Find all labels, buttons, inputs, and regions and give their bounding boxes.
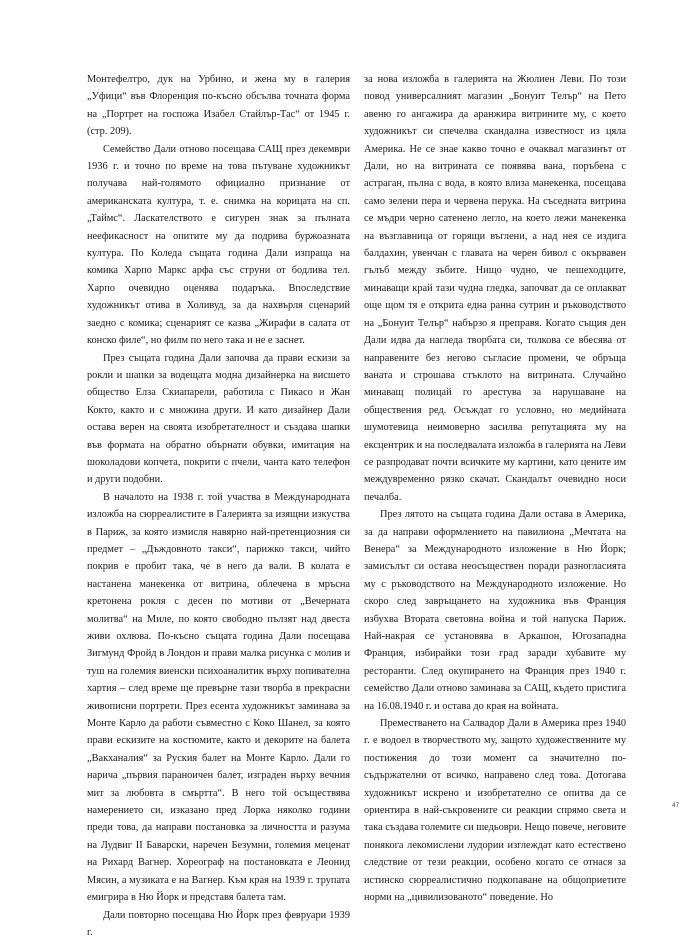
page-number: 47 [672, 802, 679, 809]
right-text-column [364, 71, 626, 907]
paragraph: През същата година Дали започва да прави ескизи за рокли и шапки за водещата модна дизайнерка на висшето общество Елза Скиапарели, работила с Пикасо и Жан Кокто, както и с множина други. И като дизайнер Дали остава верен на своята изобретателност и създава шапки във формата на обратно обърнати обувки, имитация на шоколадови копчета, покрити с пчели, чанта като телефон и други подобни. [87, 350, 350, 489]
paragraph: за нова изложба в галерията на Жюлиен Леви. По този повод универсалният магазин „Бонуит Телър“ на Пето авеню го ангажира да аранжира витрините му, с което художникът си спечелва скандална известност из цяла Америка. Не се знае какво точно е очаквал магазинът от Дали, но на витрината се появява вана, поръбена с астраган, пълна с вода, в която влиза манекенка, посещава само зелени пера и червена перука. На съседната витрина се мъдри черно сатенено легло, на което лежи манекенка на възглавница от горящи въглени, а над нея се издига балдахин, увенчан с главата на черен бивол с окървавен гълъб между зъбите. Нищо чудно, че пешеходците, минаващи край тази чудна гледка, започват да се оплакват още щом тя е открита една ранна сутрин и ръководството на „Бонуит Телър“ набързо я преправя. Когато същия ден Дали идва да нагледа творбата си, толкова се вбесява от направените без негово съгласие промени, че обръща ваната и строшава стъклото на витрината. Случайно минаващ полицай го арестува за нарушаване на обществения ред. Осъждат го условно, но медийната шумотевица неимоверно засилва репутацията му на ексцентрик и на последвалата изложба в галерията на Леви се разпродават почти всичките му картини, като цените им междувременно рязко скачат. Скандалът очевидно носи печалба. [364, 71, 626, 506]
paragraph: Преместването на Салвадор Дали в Америка през 1940 г. е водоел в творчеството му, защото художественните му постижения до този момент са значително по-съдържателни от всичко, направено след това. Дотогава художникът искрено и изобретателно се опитва да се ориентира в най-съкровените си реакции спрямо света и така създава големите си шедьоври. Нещо повече, неговите понякога лекомислени лудории изглеждат като естествено следствие от тези реакции, особено когато се отнася за истинско сюрреалистично подкопаване на общоприетите норми на „цивилизованото“ поведение. Но [364, 715, 626, 906]
paragraph: Монтефелтро, дук на Урбино, и жена му в галерия „Уфици“ във Флоренция по-късно обсълва точната форма на „Портрет на госпожа Изабел Стайлър-Тас“ от 1945 г. (стр. 209). [87, 71, 350, 141]
paragraph: Дали повторно посещава Ню Йорк през февруари 1939 г. [87, 907, 350, 941]
paragraph: В началото на 1938 г. той участва в Международната изложба на сюрреалистите в Галерията за изящни изкуства в Париж, за която измисля навярно най-претенциозния си предмет – „Дъждовното такси“, парижко такси, чийто покрив е пробит така, че в него да вали. В колата е настанена манекенка от витрина, облечена в мръсна кретонена рокля с десен по мотиви от „Вечерната молитва“ на Миле, по която свободно пълзят над двеста живи охлюва. По-късно същата година Дали посещава Зигмунд Фройд в Лондон и прави малка рисунка с молив и туш на големия виенски психоаналитик върху попивателна хартия – след време ще превърне тази творба в прекрасни живописни портрети. През есента художникът заминава за Монте Карло да работи съвместно с Коко Шанел, за която прави ескизите на костюмите, както и декорите на балета „Вакханалия“ за Руския балет на Монте Карло. Дали го нарича „първия параноичен балет, изграден върху вечния мит за любовта в смъртта“. В него той осъществява намерението си, изказано пред Лорка няколко години преди това, да направи постановка за личността и разума на Лудвиг II Баварски, наречен Безумни, големия меценат на Рихард Вагнер. Хореограф на постановката е Леонид Мясин, а музиката е на Вагнер. Към края на 1939 г. трупата емигрира в Ню Йорк и представя балета там. [87, 489, 350, 907]
paragraph: През лятото на същата година Дали остава в Америка, за да направи оформлението на павилиона „Мечтата на Венера“ за Международното изложение в Ню Йорк; замисълът си остава неосъществен поради разногласията му с ръководството на Международното изложение. Но скоро след завръщането на художника във Франция избухва Втората световна война и той напуска Париж. Най-накрая се установява в Аркашон, Югозападна Франция, избирайки този град заради хубавите му ресторанти. След окупирането на Франция през 1940 г. семейство Дали отново заминава за САЩ, където пристига на 16.08.1940 г. и остава до края на войната. [364, 506, 626, 715]
left-text-column [87, 71, 350, 941]
paragraph: Семейство Дали отново посещава САЩ през декември 1936 г. и точно по време на това пътуване художникът получава най-голямото официално признание от американската култура, т. е. снимка на корицата на сп. „Таймс“. Ласкателството е сигурен знак за пълната неефикасност на опитите му да подрива буржоазната култура. По Коледа същата година Дали изпраща на комика Харпо Маркс арфа със струни от бодлива тел. Харпо очевидно оценява подаръка. Впоследствие художникът отива в Холивуд, за да нахвърля сценарий заедно с комика; сценарият се казва „Жирафи в салата от конско филе“, но филм по него така и не е заснет. [87, 141, 350, 350]
